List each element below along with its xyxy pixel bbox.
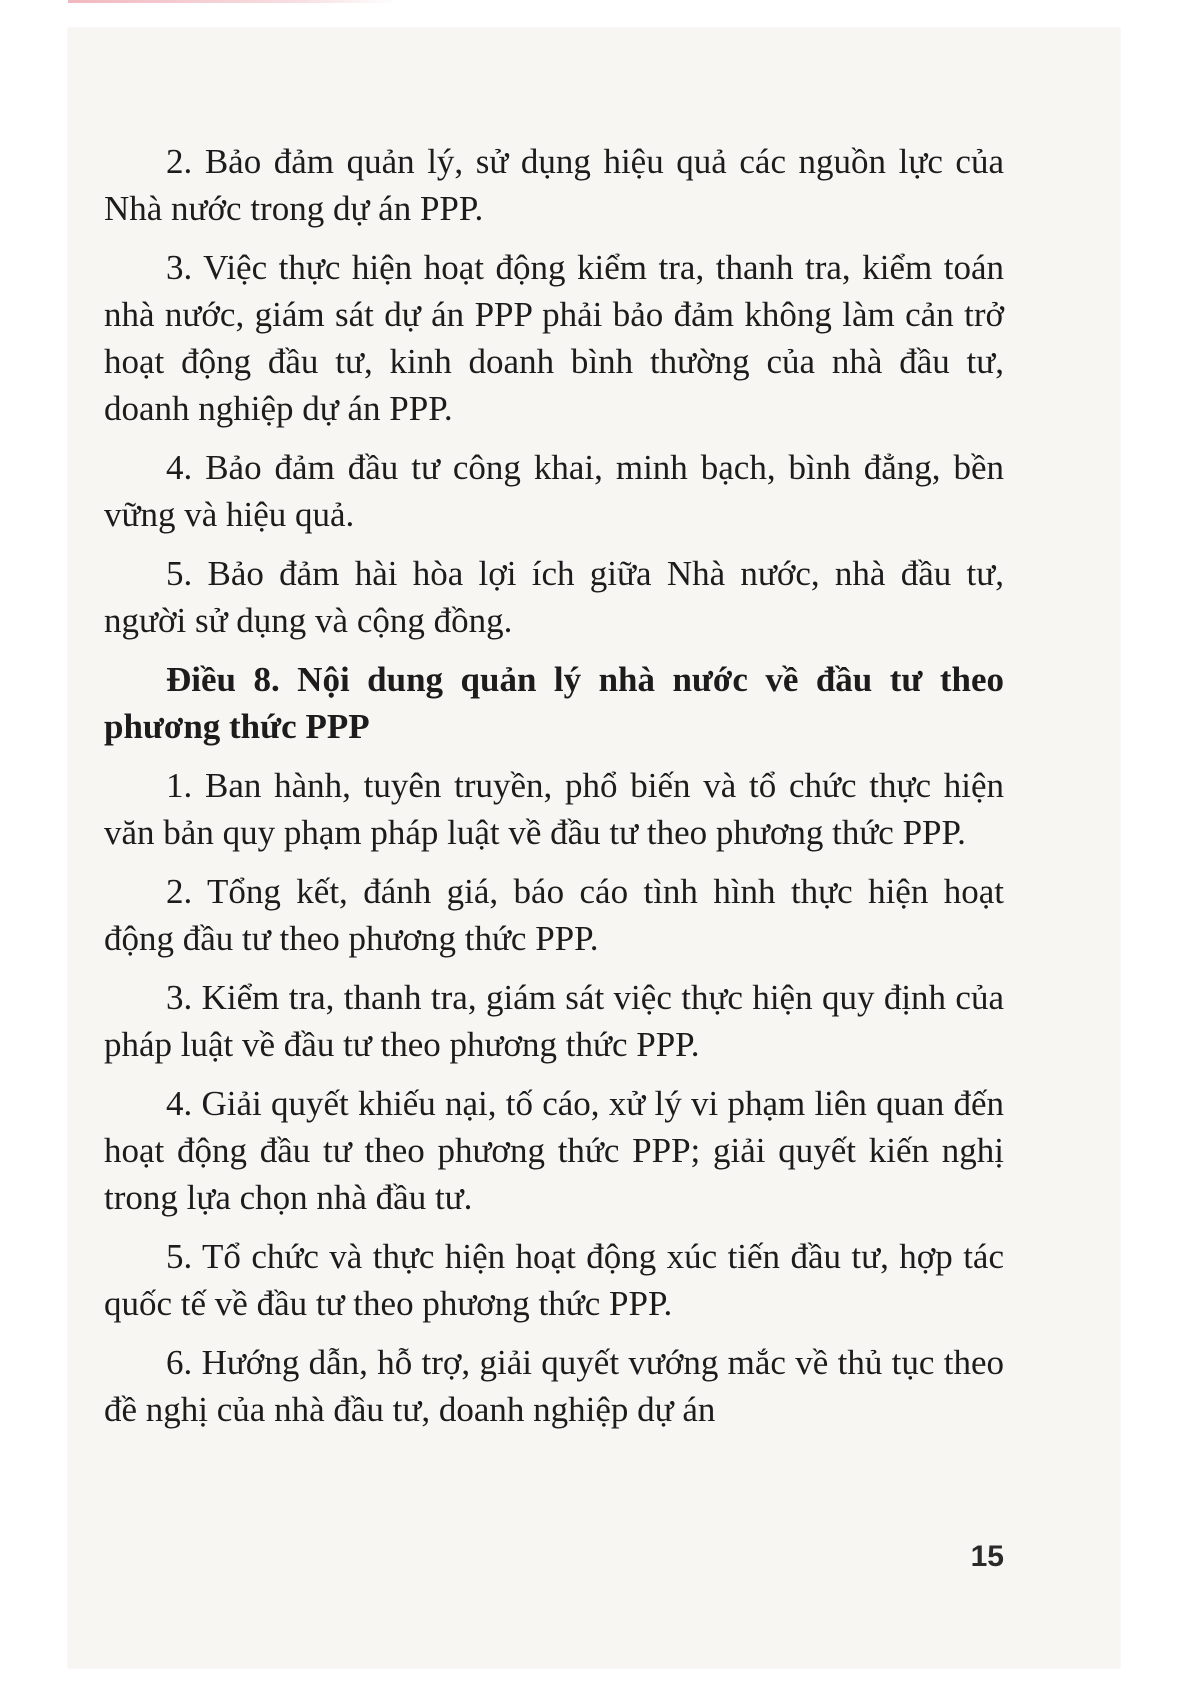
article-heading: Điều 8. Nội dung quản lý nhà nước về đầu tư theo phương thức PPP	[104, 660, 1004, 746]
page-body-text	[104, 138, 1004, 1445]
paragraph: 4. Bảo đảm đầu tư công khai, minh bạch, bình đẳng, bền vững và hiệu quả.	[104, 448, 1004, 534]
paragraph: 2. Bảo đảm quản lý, sử dụng hiệu quả các nguồn lực của Nhà nước trong dự án PPP.	[104, 142, 1004, 228]
paragraph: 6. Hướng dẫn, hỗ trợ, giải quyết vướng mắc về thủ tục theo đề nghị của nhà đầu tư, doanh nghiệp dự án	[104, 1343, 1004, 1429]
paragraph: 3. Việc thực hiện hoạt động kiểm tra, thanh tra, kiểm toán nhà nước, giám sát dự án PPP phải bảo đảm không làm cản trở hoạt động đầu tư, kinh doanh bình thường của nhà đầu tư, doanh nghiệp dự án PPP.	[104, 248, 1004, 428]
page-number: 15	[970, 1540, 1004, 1573]
paragraph: 4. Giải quyết khiếu nại, tố cáo, xử lý vi phạm liên quan đến hoạt động đầu tư theo phương thức PPP; giải quyết kiến nghị trong lựa chọn nhà đầu tư.	[104, 1084, 1004, 1217]
page-edge-decoration	[68, 0, 398, 3]
paragraph: 1. Ban hành, tuyên truyền, phổ biến và tổ chức thực hiện văn bản quy phạm pháp luật về đầu tư theo phương thức PPP.	[104, 766, 1004, 852]
paragraph: 5. Tổ chức và thực hiện hoạt động xúc tiến đầu tư, hợp tác quốc tế về đầu tư theo phương thức PPP.	[104, 1237, 1004, 1323]
paragraph: 2. Tổng kết, đánh giá, báo cáo tình hình thực hiện hoạt động đầu tư theo phương thức PPP.	[104, 872, 1004, 958]
paragraph: 5. Bảo đảm hài hòa lợi ích giữa Nhà nước, nhà đầu tư, người sử dụng và cộng đồng.	[104, 554, 1004, 640]
paragraph: 3. Kiểm tra, thanh tra, giám sát việc thực hiện quy định của pháp luật về đầu tư theo phương thức PPP.	[104, 978, 1004, 1064]
